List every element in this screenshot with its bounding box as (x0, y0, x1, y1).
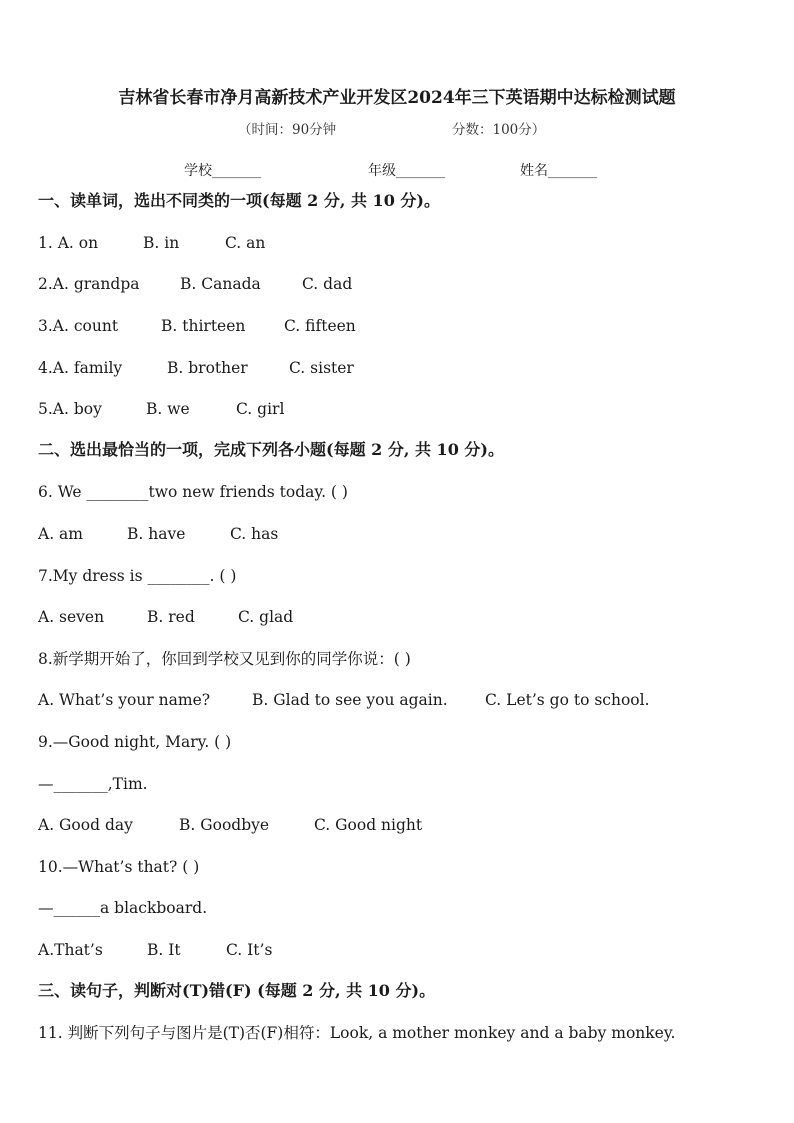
q2-option-b: B. Canada (180, 275, 261, 293)
grade-field: 年级_______ (368, 163, 445, 179)
q9-reply: —_______,Tim. (38, 775, 148, 793)
page-title: 吉林省长春市净月高新技术产业开发区2024年三下英语期中达标检测试题 (118, 88, 676, 108)
exam-time: （时间：90分钟 (238, 122, 337, 138)
q7-option-b: B. red (147, 608, 195, 626)
q2-option-a: 2.A. grandpa (38, 275, 140, 293)
q10-option-a: A.That’s (38, 941, 103, 959)
q6-option-c: C. has (230, 525, 279, 543)
q3-option-b: B. thirteen (161, 317, 246, 335)
q3-option-a: 3.A. count (38, 317, 119, 335)
q5-option-b: B. we (146, 400, 190, 418)
q4-option-c: C. sister (289, 359, 354, 377)
q7-option-a: A. seven (38, 608, 105, 626)
q4-option-a: 4.A. family (38, 359, 123, 377)
q8-option-c: C. Let’s go to school. (485, 691, 650, 709)
q1-option-c: C. an (225, 234, 266, 252)
q9-option-b: B. Goodbye (179, 816, 270, 834)
q10-reply: —______a blackboard. (38, 899, 208, 917)
q6-option-a: A. am (38, 525, 83, 543)
q4-option-b: B. brother (167, 359, 248, 377)
section-2-heading: 二、选出最恰当的一项，完成下列各小题(每题 2 分, 共 10 分)。 (38, 440, 504, 459)
q2-option-c: C. dad (302, 275, 353, 293)
q10-option-b: B. It (147, 941, 181, 959)
section-3-heading: 三、读句子，判断对(T)错(F) (每题 2 分, 共 10 分)。 (38, 981, 436, 1000)
name-field: 姓名_______ (520, 163, 597, 179)
q6-stem: 6. We ________two new friends today. ( ) (38, 483, 348, 501)
q9-option-a: A. Good day (38, 816, 133, 834)
q5-option-c: C. girl (236, 400, 285, 418)
q11-stem: 11. 判断下列句子与图片是(T)否(F)相符：Look, a mother monkey and a baby monkey. (38, 1024, 676, 1042)
q3-option-c: C. fifteen (284, 317, 356, 335)
q5-option-a: 5.A. boy (38, 400, 102, 418)
q1-option-b: B. in (143, 234, 180, 252)
q9-option-c: C. Good night (314, 816, 423, 834)
q7-option-c: C. glad (238, 608, 294, 626)
q10-stem: 10.—What’s that? ( ) (38, 858, 200, 876)
q8-stem: 8.新学期开始了，你回到学校又见到你的同学你说：( ) (38, 650, 411, 668)
school-field: 学校_______ (184, 163, 261, 179)
q8-option-a: A. What’s your name? (38, 691, 211, 709)
q8-option-b: B. Glad to see you again. (252, 691, 448, 709)
q7-stem: 7.My dress is ________. ( ) (38, 567, 237, 585)
q9-stem: 9.—Good night, Mary. ( ) (38, 733, 232, 751)
q1-option-a: 1. A. on (38, 234, 99, 252)
q6-option-b: B. have (127, 525, 186, 543)
section-1-heading: 一、读单词，选出不同类的一项(每题 2 分, 共 10 分)。 (38, 191, 440, 210)
q10-option-c: C. It’s (226, 941, 273, 959)
exam-score: 分数：100分） (452, 122, 546, 138)
